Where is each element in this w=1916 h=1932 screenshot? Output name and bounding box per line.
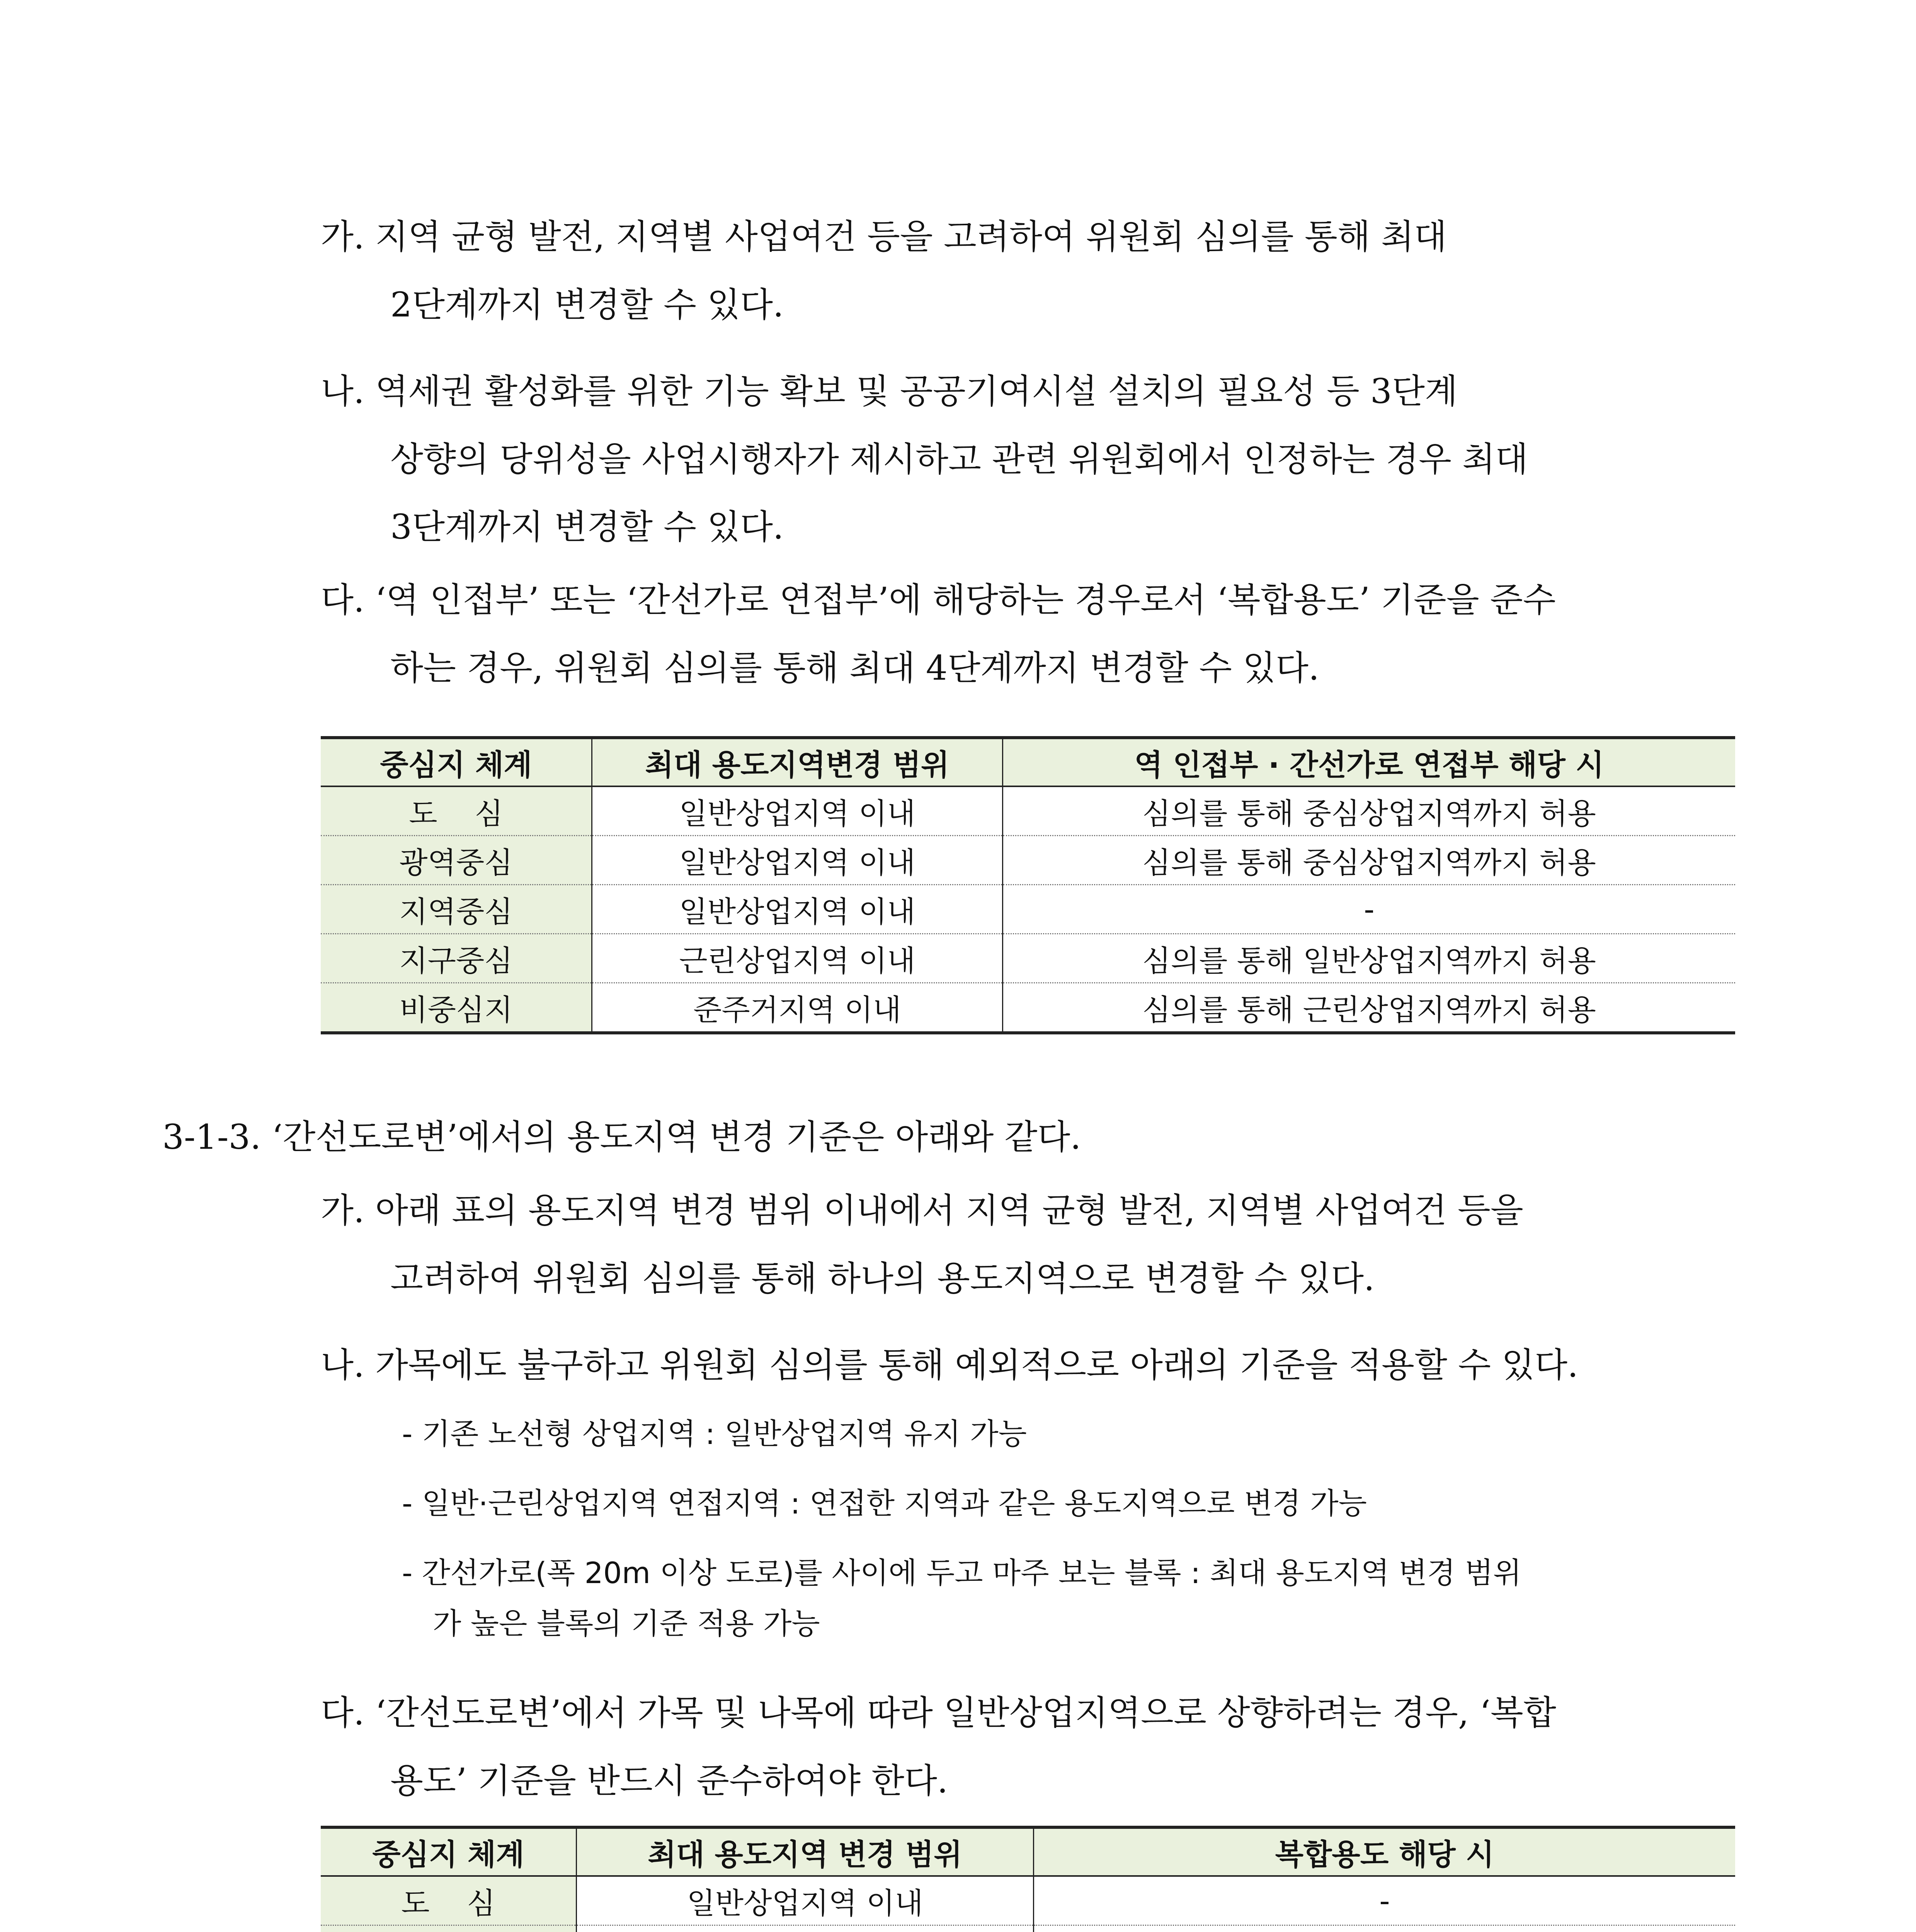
table-cell: 심의를 통해 중심상업지역까지 허용 <box>1003 786 1736 836</box>
table1-header: 중심지 체계 <box>321 738 592 786</box>
item-na-station <box>321 371 1528 548</box>
table-cell: 지구중심 <box>321 934 592 983</box>
table-cell: 일반상업지역 이내 <box>577 1876 1034 1925</box>
table-row <box>321 836 1735 885</box>
section-313-item-da <box>321 1692 1556 1801</box>
table-cell: 일반상업지역 이내 <box>592 836 1003 885</box>
table-cell: 심의를 통해 일반상업지역까지 허용 <box>1003 934 1736 983</box>
section-313-item-ga <box>321 1190 1523 1299</box>
item-na-line3: 3단계까지 변경할 수 있다. <box>390 507 784 547</box>
item-ga-line2: 2단계까지 변경할 수 있다. <box>390 284 784 325</box>
table2-header-row <box>321 1827 1735 1876</box>
section-313-title: 3-1-3. ‘간선도로변’에서의 용도지역 변경 기준은 아래와 같다. <box>162 1117 1081 1157</box>
table1-header-row <box>321 738 1735 786</box>
table-cell: 심의를 통해 중심상업지역까지 허용 <box>1003 836 1736 885</box>
section-313-item-na: 나. 가목에도 불구하고 위원회 심의를 통해 예외적으로 아래의 기준을 적용할 수 있다. <box>321 1345 1578 1385</box>
section-313-ga-line2: 고려하여 위원회 심의를 통해 하나의 용도지역으로 변경할 수 있다. <box>390 1258 1375 1298</box>
zone-change-table-1 <box>321 736 1735 1034</box>
item-ga-line1: 가. 지역 균형 발전, 지역별 사업여건 등을 고려하여 위원회 심의를 통해 최대 <box>321 217 1447 257</box>
item-da-adjacent <box>321 580 1556 688</box>
table2-header: 중심지 체계 <box>321 1827 577 1876</box>
table2-header: 복합용도 해당 시 <box>1034 1827 1736 1876</box>
dash-item-roadside: - 기존 노선형 상업지역 : 일반상업지역 유지 가능 <box>402 1417 1027 1451</box>
table-row <box>321 934 1735 983</box>
table-cell: - <box>1003 885 1736 934</box>
table-cell: 지역중심 <box>321 885 592 934</box>
dash-arterial-line2: 가 높은 블록의 기준 적용 가능 <box>433 1606 820 1641</box>
dash-item-arterial <box>402 1555 1521 1641</box>
section-313-da-line2: 용도’ 기준을 반드시 준수하여야 한다. <box>390 1760 948 1801</box>
table-row <box>321 983 1735 1033</box>
table-cell: 도 심 <box>321 786 592 836</box>
table2-header: 최대 용도지역 변경 범위 <box>577 1827 1034 1876</box>
item-da-line2: 하는 경우, 위원회 심의를 통해 최대 4단계까지 변경할 수 있다. <box>390 648 1319 688</box>
table-cell <box>577 1925 1034 1932</box>
section-313-ga-line1: 가. 아래 표의 용도지역 변경 범위 이내에서 지역 균형 발전, 지역별 사업여건 등을 <box>321 1190 1523 1230</box>
zone-change-table-2 <box>321 1826 1735 1932</box>
table-row <box>321 786 1735 836</box>
dash-item-adjacent: - 일반·근린상업지역 연접지역 : 연접한 지역과 같은 용도지역으로 변경 가능 <box>402 1486 1367 1520</box>
section-313-da-line1: 다. ‘간선도로변’에서 가목 및 나목에 따라 일반상업지역으로 상향하려는 경우, ‘복합 <box>321 1693 1556 1733</box>
table-cell: 일반상업지역 이내 <box>592 786 1003 836</box>
item-na-line2: 상향의 당위성을 사업시행자가 제시하고 관련 위원회에서 인정하는 경우 최대 <box>390 439 1528 479</box>
table-cell: 일반상업지역 이내 <box>592 885 1003 934</box>
table-row <box>321 885 1735 934</box>
table-cell: 심의를 통해 근린상업지역까지 허용 <box>1003 983 1736 1033</box>
table-cell <box>321 1925 577 1932</box>
table-cell: 광역중심 <box>321 836 592 885</box>
table-row <box>321 1925 1735 1932</box>
table-cell: 도 심 <box>321 1876 577 1925</box>
table-cell <box>1034 1925 1736 1932</box>
table-cell: 근린상업지역 이내 <box>592 934 1003 983</box>
table-row <box>321 1876 1735 1925</box>
item-ga-capacity <box>321 216 1447 325</box>
dash-arterial-line1: - 간선가로(폭 20m 이상 도로)를 사이에 두고 마주 보는 블록 : 최대 용도지역 변경 범위 <box>402 1556 1522 1590</box>
table-cell: - <box>1034 1876 1736 1925</box>
table1-header: 역 인접부 · 간선가로 연접부 해당 시 <box>1003 738 1736 786</box>
table-cell: 비중심지 <box>321 983 592 1033</box>
item-da-line1: 다. ‘역 인접부’ 또는 ‘간선가로 연접부’에 해당하는 경우로서 ‘복합용도’ 기준을 준수 <box>321 580 1556 620</box>
table-cell: 준주거지역 이내 <box>592 983 1003 1033</box>
table1-header: 최대 용도지역변경 범위 <box>592 738 1003 786</box>
item-na-line1: 나. 역세권 활성화를 위한 기능 확보 및 공공기여시설 설치의 필요성 등 3단계 <box>321 371 1458 411</box>
